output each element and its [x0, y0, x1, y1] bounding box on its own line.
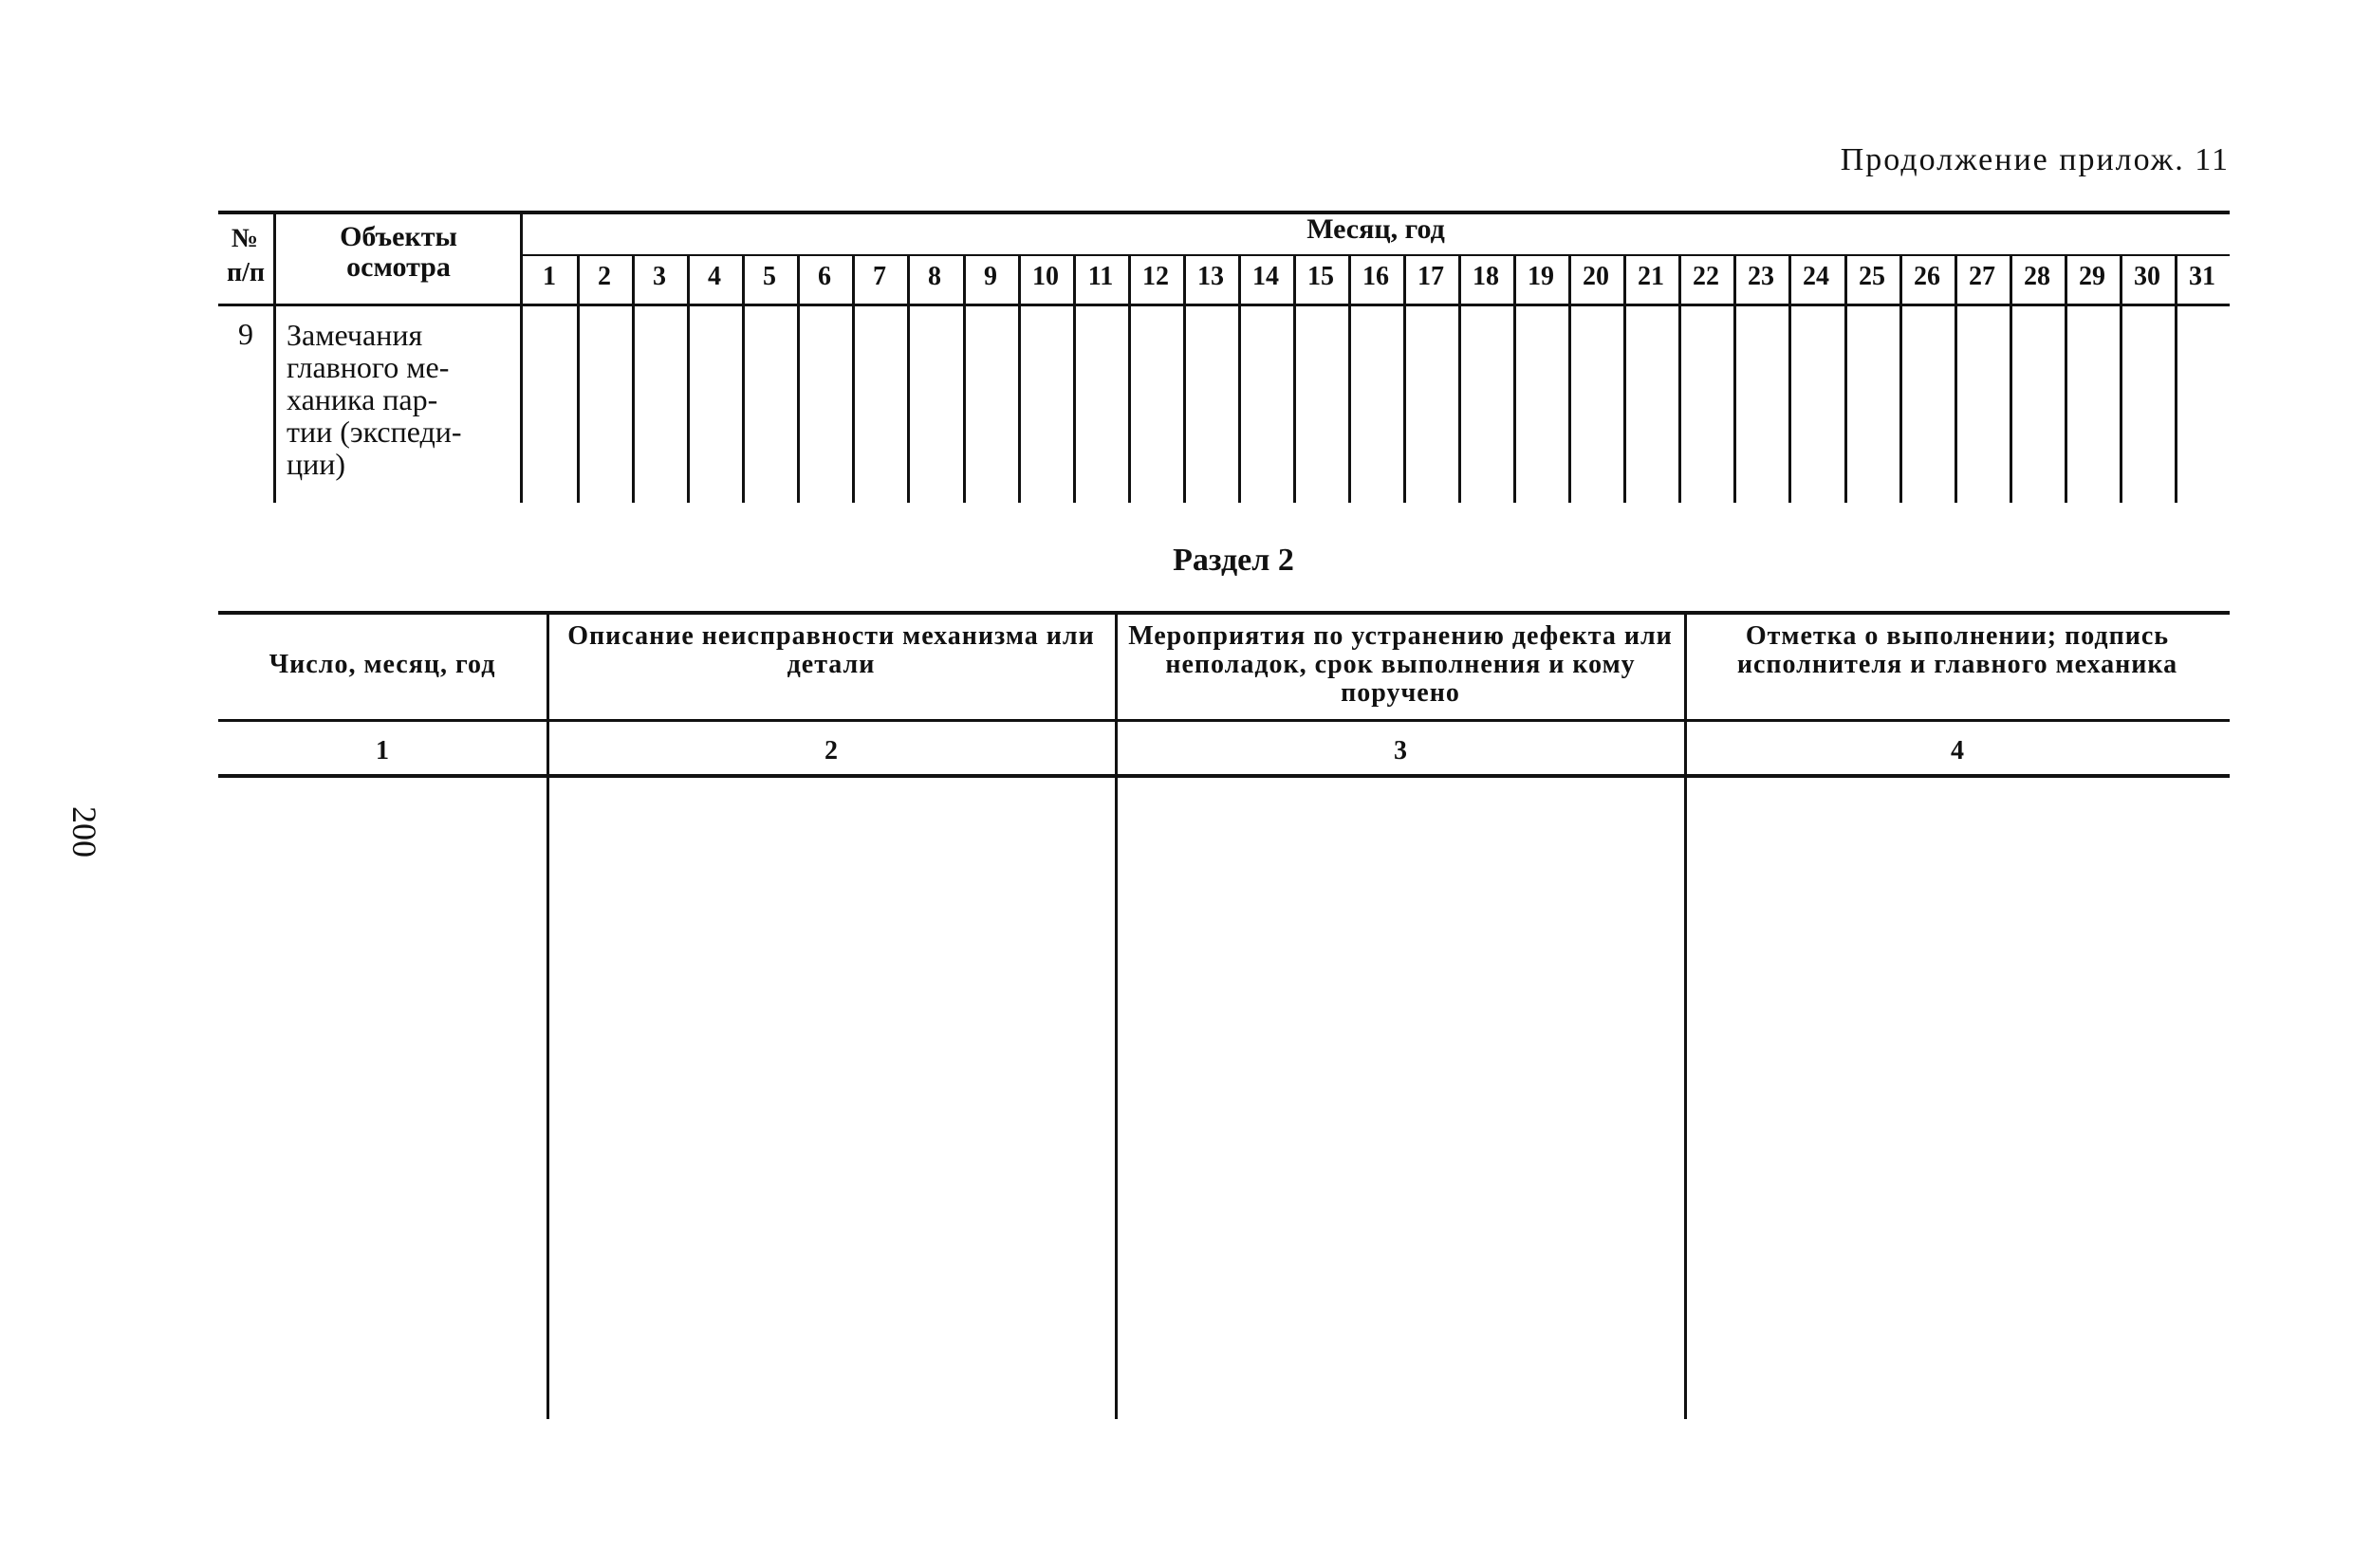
section2-col1-num: 1 [376, 736, 389, 766]
day-number: 1 [543, 262, 556, 291]
table2-divider-1 [547, 613, 549, 1419]
day-column-divider [963, 256, 966, 503]
day-number: 13 [1197, 262, 1224, 291]
day-number: 29 [2079, 262, 2105, 291]
day-number: 17 [1417, 262, 1444, 291]
day-column-divider [1403, 256, 1406, 503]
section2-col2-header: Описание неисправности механизма или детали [567, 621, 1095, 679]
day-number: 30 [2134, 262, 2160, 291]
section2-col3-header: Мероприятия по устранению дефекта или неполадок, срок выполнения и кому поручено [1128, 621, 1673, 708]
day-number: 15 [1307, 262, 1334, 291]
row-object-line: ции) [287, 447, 346, 481]
day-column-divider [1128, 256, 1131, 503]
day-column-divider [1458, 256, 1461, 503]
day-column-divider [2065, 256, 2067, 503]
day-number: 19 [1528, 262, 1554, 291]
table2-header-rule [218, 719, 2230, 722]
day-column-divider [1238, 256, 1241, 503]
row-object-line: ханика пар- [287, 382, 438, 416]
day-number: 31 [2189, 262, 2215, 291]
day-number: 25 [1859, 262, 1885, 291]
row-object-line: тии (экспеди- [287, 415, 462, 449]
day-number: 10 [1032, 262, 1059, 291]
day-column-divider [1899, 256, 1902, 503]
day-number: 24 [1803, 262, 1829, 291]
row-object-line: Замечания [287, 318, 423, 352]
day-number: 6 [818, 262, 831, 291]
table2-divider-3 [1684, 613, 1687, 1419]
day-column-divider [632, 256, 635, 503]
day-column-divider [1073, 256, 1076, 503]
table2-top-rule [218, 611, 2230, 615]
table2-divider-2 [1115, 613, 1118, 1419]
section2-title: Раздел 2 [1173, 543, 1294, 578]
row-object-text [287, 319, 514, 480]
section2-col1-header: Число, месяц, год [269, 650, 496, 679]
day-number: 20 [1583, 262, 1609, 291]
day-number: 5 [763, 262, 776, 291]
day-column-divider [1348, 256, 1351, 503]
day-column-divider [1623, 256, 1626, 503]
day-number: 23 [1748, 262, 1774, 291]
day-number: 21 [1638, 262, 1664, 291]
day-number: 16 [1362, 262, 1389, 291]
col-objects-label: Объекты осмотра [340, 221, 457, 283]
section2-col4-header: Отметка о выполнении; подпись исполнителя и главного механика [1736, 621, 2178, 679]
day-number: 28 [2024, 262, 2050, 291]
day-number: 9 [984, 262, 997, 291]
day-column-divider [1678, 256, 1681, 503]
day-column-divider [1733, 256, 1736, 503]
day-column-divider [1018, 256, 1021, 503]
day-number: 8 [928, 262, 941, 291]
table2-num-rule [218, 774, 2230, 778]
day-number: 26 [1914, 262, 1940, 291]
day-column-divider [2120, 256, 2122, 503]
table1-col-divider-objects [520, 212, 523, 503]
row-object-line: главного ме- [287, 350, 450, 384]
day-column-divider [577, 256, 580, 503]
day-column-divider [852, 256, 855, 503]
row-number: 9 [238, 317, 253, 351]
day-column-divider [1513, 256, 1516, 503]
section2-col2-num: 2 [824, 736, 838, 766]
day-column-divider [1788, 256, 1791, 503]
table1-col-divider-no [273, 212, 276, 503]
day-column-divider [1955, 256, 1957, 503]
day-number: 7 [873, 262, 886, 291]
col-no-label-bottom: п/п [226, 258, 266, 287]
continuation-header: Продолжение прилож. 11 [1840, 142, 2230, 177]
table1-month-rule [522, 254, 2230, 256]
day-number: 27 [1969, 262, 1995, 291]
day-column-divider [2010, 256, 2012, 503]
day-column-divider [797, 256, 800, 503]
day-column-divider [2175, 256, 2177, 503]
day-column-divider [742, 256, 745, 503]
day-number: 14 [1252, 262, 1279, 291]
day-number: 12 [1142, 262, 1169, 291]
col-month-label: Месяц, год [1306, 213, 1445, 245]
day-column-divider [907, 256, 910, 503]
day-number: 2 [598, 262, 611, 291]
col-no-label-top: № [231, 224, 259, 253]
day-column-divider [1844, 256, 1847, 503]
day-number: 22 [1693, 262, 1719, 291]
day-number: 3 [653, 262, 666, 291]
day-column-divider [1293, 256, 1296, 503]
section2-col3-num: 3 [1394, 736, 1407, 766]
day-column-divider [687, 256, 690, 503]
day-column-divider [1568, 256, 1571, 503]
section2-col4-num: 4 [1951, 736, 1964, 766]
day-number: 4 [708, 262, 721, 291]
day-column-divider [1183, 256, 1186, 503]
page-number: 200 [65, 806, 103, 858]
day-number: 18 [1473, 262, 1499, 291]
day-number: 11 [1087, 262, 1114, 291]
